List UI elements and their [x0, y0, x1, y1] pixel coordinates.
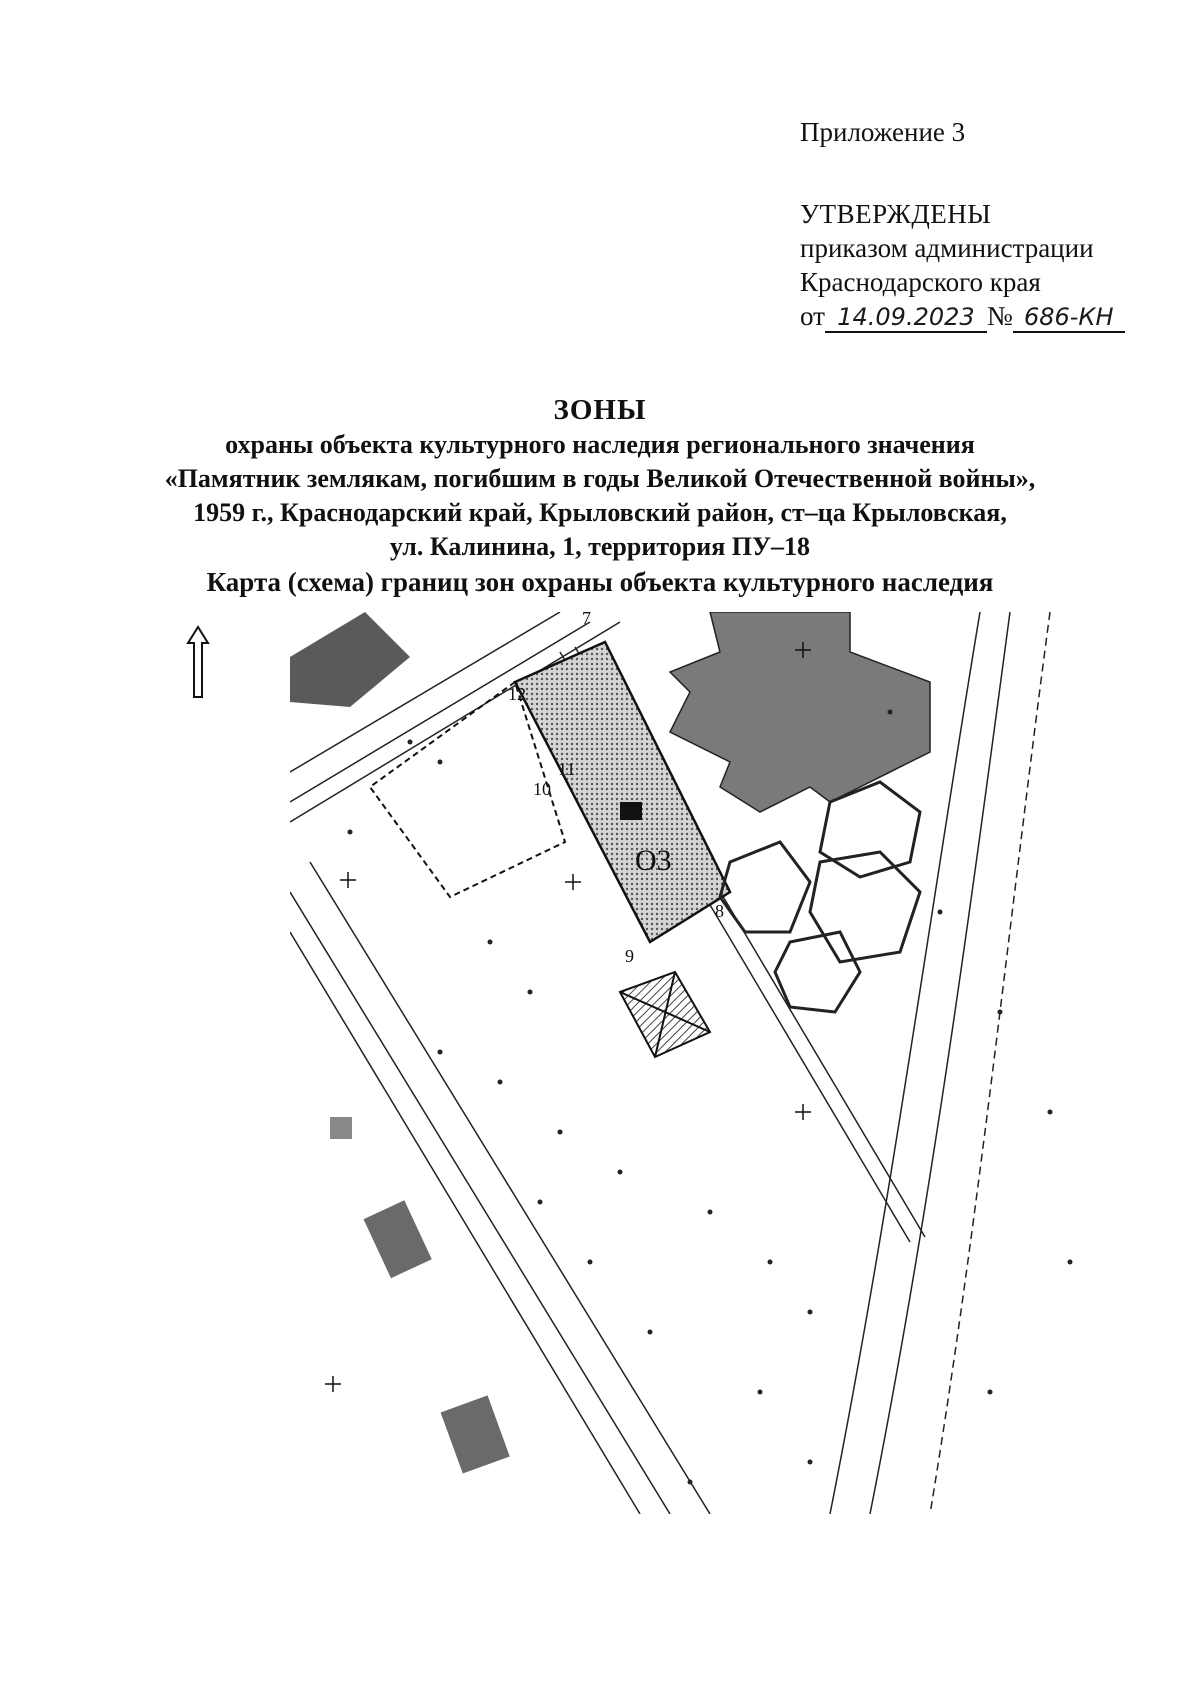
title-line-1: охраны объекта культурного наследия регионального значения: [225, 430, 975, 459]
building-small-3: [330, 1117, 352, 1139]
pavilions: [720, 782, 920, 1012]
zone-map: [290, 612, 1120, 1514]
square-structure: [620, 972, 710, 1057]
approval-date-number: [800, 299, 1180, 333]
point-label-12: 12: [508, 684, 526, 704]
from-prefix: от: [800, 301, 825, 331]
map-caption: Карта (схема) границ зон охраны объекта культурного наследия: [206, 567, 994, 597]
point-label-9: 9: [625, 946, 634, 966]
approval-line-2: Краснодарского края: [800, 267, 1041, 297]
approval-block: [800, 115, 1180, 333]
document-title: [100, 392, 1100, 564]
title-heading: ЗОНЫ: [553, 394, 647, 426]
zone-label-o3: О3: [635, 844, 672, 877]
street-lines: [290, 612, 1050, 1514]
handwritten-date: 14.09.2023: [825, 303, 987, 333]
number-prefix: №: [986, 301, 1013, 331]
building-small-1: [364, 1200, 432, 1278]
title-line-2: «Памятник землякам, погибшим в годы Великой Отечественной войны»,: [164, 464, 1036, 493]
building-top-left: [290, 612, 410, 707]
approved-heading: УТВЕРЖДЕНЫ: [800, 199, 992, 229]
handwritten-number: 686-КН: [1013, 303, 1125, 333]
survey-marks: [348, 710, 1073, 1485]
point-label-7: 7: [582, 612, 591, 628]
title-line-4: ул. Калинина, 1, территория ПУ–18: [389, 532, 811, 561]
point-label-8: 8: [715, 901, 724, 921]
approval-line-1: приказом администрации: [800, 233, 1094, 263]
title-line-3: 1959 г., Краснодарский край, Крыловский район, ст–ца Крыловская,: [193, 498, 1007, 527]
north-arrow-icon: [186, 625, 210, 699]
monument-marker: [620, 802, 642, 820]
point-label-11: 11: [558, 759, 576, 779]
appendix-label: Приложение 3: [800, 117, 966, 147]
building-small-2: [441, 1395, 510, 1473]
point-label-10: 10: [533, 779, 551, 799]
